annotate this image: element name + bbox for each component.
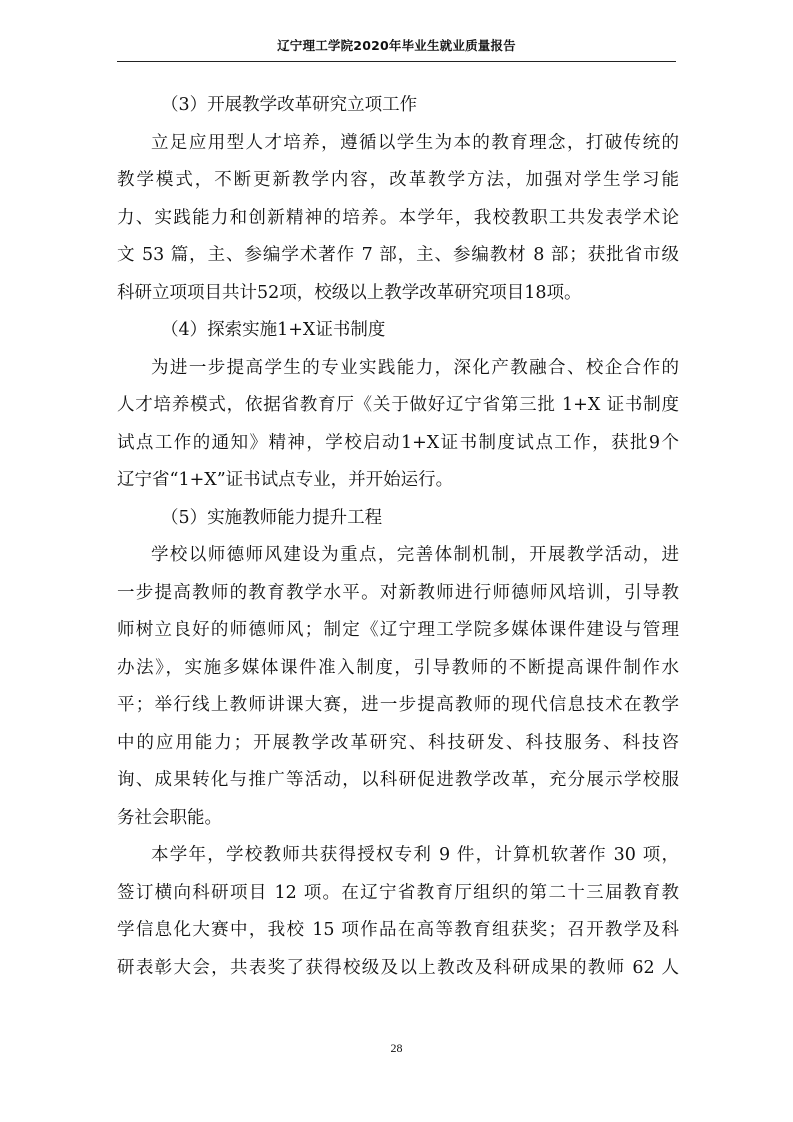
section-4-heading: （4）探索实施1+X证书制度 [161,320,386,340]
paragraph-line: 研表彰大会，共表奖了获得校级及以上教改及科研成果的教师 62 人 [117,957,679,978]
page-number: 28 [390,1041,403,1055]
paragraph-line: 教学模式，不断更新教学内容，改革教学方法，加强对学生学习能 [117,170,679,190]
paragraph-line: 为进一步提高学生的专业实践能力，深化产教融合、校企合作的 [151,357,679,378]
paragraph-line: 师树立良好的师德师风；制定《辽宁理工学院多媒体课件建设与管理 [117,620,679,640]
paragraph-line: 中的应用能力；开展教学改革研究、科技研发、科技服务、科技咨 [117,732,679,753]
paragraph-line: 文 53 篇，主、参编学术著作 7 部，主、参编教材 8 部；获批省市级 [117,245,679,265]
paragraph-line: 签订横向科研项目 12 项。在辽宁省教育厅组织的第二十三届教育教 [117,882,679,903]
document-body [117,87,679,987]
paragraph-line: 办法》，实施多媒体课件准入制度，引导教师的不断提高课件制作水 [117,657,679,678]
paragraph-line: 平；举行线上教师讲课大赛，进一步提高教师的现代信息技术在教学 [117,695,679,715]
paragraph-line: 试点工作的通知》精神，学校启动1+X证书制度试点工作，获批9个 [117,432,679,453]
section-3-paragraph [117,125,679,313]
paragraph-line: 务社会职能。 [117,807,222,828]
page-header: 辽宁理工学院2020年毕业生就业质量报告 [277,38,516,53]
header-rule [117,61,676,62]
section-3-heading: （3）开展教学改革研究立项工作 [161,95,418,115]
paragraph-line: 学校以师德师风建设为重点，完善体制机制，开展教学活动，进 [151,545,679,565]
paragraph-line: 人才培养模式，依据省教育厅《关于做好辽宁省第三批 1+X 证书制度 [117,395,679,415]
section-5-paragraph [117,537,679,837]
section-5-paragraph-2 [117,837,679,987]
paragraph-line: 本学年，学校教师共获得授权专利 9 件，计算机软著作 30 项， [151,845,679,865]
paragraph-line: 科研立项项目共计52项，校级以上教学改革研究项目18项。 [117,282,582,303]
paragraph-line: 力、实践能力和创新精神的培养。本学年，我校教职工共发表学术论 [117,207,679,228]
paragraph-line: 询、成果转化与推广等活动，以科研促进教学改革，充分展示学校服 [117,770,679,790]
paragraph-line: 立足应用型人才培养，遵循以学生为本的教育理念，打破传统的 [151,132,679,153]
section-5-heading: （5）实施教师能力提升工程 [161,507,383,528]
paragraph-line: 学信息化大赛中，我校 15 项作品在高等教育组获奖；召开教学及科 [117,920,679,940]
section-4-paragraph [117,350,679,500]
paragraph-line: 一步提高教师的教育教学水平。对新教师进行师德师风培训，引导教 [117,582,679,603]
paragraph-line: 辽宁省“1+X”证书试点专业，并开始运行。 [117,470,454,490]
